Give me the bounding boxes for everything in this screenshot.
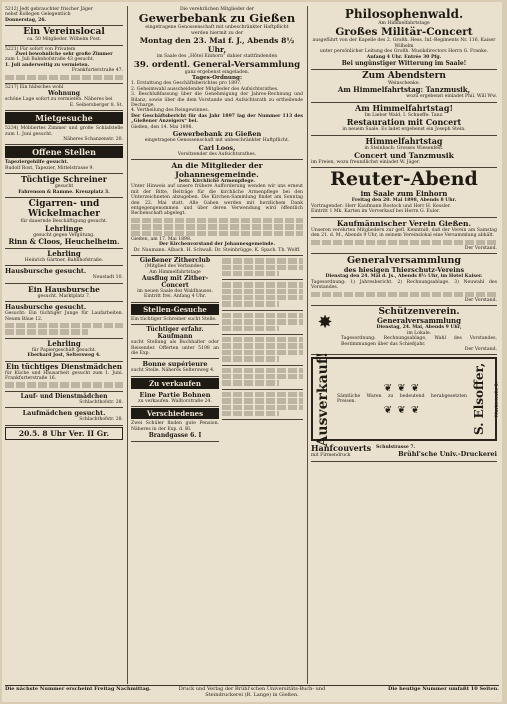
ad-text: schöne Lage sofort zu vermieten. Näheres bei — [5, 97, 113, 103]
ad-text: 5234| Möbliertes Zimmer und große Schlafstelle zum 1. Juni gesucht. — [5, 126, 123, 137]
ad-schreiner — [5, 174, 123, 198]
ad-company: Brühl'sche Univ.-Druckerei — [398, 450, 497, 459]
ad-title: Hanfcouverts — [311, 443, 372, 454]
ad-gewerbebank — [131, 6, 303, 160]
ad-title: Gießener Zitherclub — [139, 257, 211, 265]
ad-kaufmann — [131, 325, 219, 359]
ad-title: Philosophenwald. — [344, 7, 464, 21]
ad-text: Dr. Naumann. Albach. H. Schwall. Dr. Steinbrügge. K. Spach. Th. Wolff. — [133, 247, 301, 253]
ad-moebliert — [5, 125, 123, 145]
ad-address: Marktstraße 5. — [495, 381, 500, 417]
emblem-block — [311, 307, 339, 333]
ad-text: Am Himmelfahrtstage — [149, 269, 201, 275]
ad-jaeger — [5, 6, 123, 26]
ad-heading: Hausbursche gesucht. — [5, 303, 87, 312]
small-ads-block — [222, 390, 303, 421]
column-left — [5, 6, 123, 684]
ad-text: Heinrich Gärtner, Bahnhofstraße. — [24, 257, 104, 263]
ad-title: Generalversammlung — [346, 255, 462, 267]
text-filler — [222, 405, 303, 410]
ad-text: Eintritt frei. Anfang 4 Uhr. — [144, 294, 206, 300]
column-rule — [127, 6, 128, 684]
ad-text: unter persönlicher Leitung des Großh. Musikdirectors Herrn G. Franke. — [319, 49, 489, 55]
ad-text: ganz ergebenst eingeladen. — [184, 69, 250, 75]
footer-left: Die nächste Nummer erscheint Freitag Nachmittag. — [5, 686, 151, 692]
hanf-left — [311, 444, 373, 458]
frame-center — [337, 383, 467, 416]
ad-text: Zwei Schüler finden gute Pension. Näheres in der Exp. d. Bl. — [131, 421, 219, 432]
ad-heading: Bonne supérieure — [142, 360, 208, 369]
ad-text: Frankfurterstraße 47. — [71, 68, 123, 74]
ad-bonne — [131, 359, 219, 376]
ad-heading: Tapeziergehilfe gesucht. — [5, 160, 69, 166]
ad-pension — [131, 420, 219, 442]
text-filler — [222, 411, 279, 416]
ad-hausbursche-3 — [5, 302, 123, 339]
ad-date: Freitag den 20. Mai 1898, Abends 8 Uhr. — [351, 198, 457, 204]
ad-text: Sämtliche Waren zu bedeutend herabgesetzten Preisen. — [337, 393, 467, 405]
ad-address: Schulstrasse 7. — [376, 444, 416, 450]
ad-heading: Concert und Tanzmusik — [354, 151, 454, 161]
ad-heading: Lehrlinge — [45, 223, 83, 233]
ad-text: sucht Stellung als Buchhalter oder Reisender. Offerten unter 5198 an die Exp. — [131, 340, 219, 356]
ad-title: An die Mitglieder der Johannesgemeinde. — [171, 160, 263, 179]
text-filler — [222, 289, 303, 294]
agenda-item: 3. Beschlußfassung über die Genehmigung der Jahres-Rechnung und Bilanz, sowie über die dem Vorstande und Aufsichtsrath zu ertheilende Decharge. — [131, 92, 303, 109]
star-emblem-icon: ✸ — [317, 312, 333, 334]
ad-hanfcouverts — [311, 443, 497, 461]
text-filler — [222, 350, 303, 355]
ad-title: Himmelfahrtstag — [365, 135, 443, 146]
ad-text: Anfang 4 Uhr. Entrée 30 Pfg. — [366, 54, 442, 60]
ad-text: mit Firmendruck — [311, 453, 351, 459]
ad-text: Vortragender: Herr Kaufmann Rostock und Herr H. Kessler. — [311, 203, 451, 209]
ad-heading: Großes Militär-Concert — [335, 26, 473, 39]
ad-schreiner-gesuch — [131, 316, 219, 325]
ad-date: Gießen, den 14. Mai 1898. — [131, 124, 193, 130]
ad-heading: Zwei bewohnliche sehr große Zimmer — [15, 52, 113, 58]
ad-company: S. Elsoffer, — [472, 363, 486, 436]
section-stellen-gesuche: Stellen-Gesuche — [131, 304, 219, 315]
row-club-stellen — [131, 256, 303, 442]
ad-title: Kaufmännischer Verein Gießen. — [336, 218, 472, 228]
ad-text: im Saale zum Einhorn — [360, 189, 448, 199]
ad-text: Im Lieber Wald, I. Schneffe: Tanz. — [364, 112, 444, 118]
column-right — [311, 6, 500, 684]
text-filler — [222, 392, 303, 397]
ornament-icon: ❦ ❦ ❦ — [383, 382, 421, 394]
ad-tapezier — [5, 159, 123, 174]
text-filler — [222, 265, 303, 270]
ad-meeting-notice: 20.5. 8 Uhr Ver. II Gr. — [5, 427, 123, 440]
text-filler — [5, 75, 123, 80]
ad-heading: Hausbursche gesucht. — [5, 267, 87, 276]
text-filler — [222, 337, 303, 342]
ad-text: Schlachthofstr. 28. — [79, 417, 123, 423]
ad-text: ausgeführt von der Kapelle des 2. Großh. Hess. Inf.-Regiments Nr. 116, Kaiser Wilhelm — [312, 38, 496, 49]
small-ads-block — [222, 311, 303, 335]
ad-kaufmaennischer-verein — [311, 218, 497, 255]
ad-text: im Lokale. — [406, 330, 432, 336]
ad-lehrling — [5, 249, 123, 266]
ad-abendstern — [311, 70, 497, 103]
text-filler — [222, 313, 303, 318]
ad-title: Zum Abendstern — [362, 71, 446, 82]
ad-signature: Der Vorstand. — [464, 245, 497, 251]
ad-heading: Laufmädchen gesucht. — [22, 409, 106, 418]
ad-text: nebst Kollegen Gelegentlich — [5, 12, 71, 18]
ad-date: Montag den 23. Mai f. J., Abends 8½ Uhr, — [139, 36, 295, 55]
text-filler — [311, 240, 497, 245]
ad-title: Schützenverein. — [378, 307, 460, 318]
ad-zitherclub — [131, 256, 219, 303]
ad-company: Rinn & Cloos, Heuchelheim. — [8, 236, 120, 246]
ad-text: für dauernde Beschäftigung gesucht. — [20, 219, 108, 225]
ad-text: 1. Juli anderweitig zu vermieten. — [5, 62, 90, 68]
ad-dienstmaedchen — [5, 362, 123, 392]
ad-heading: Generalversammlung — [376, 316, 462, 326]
ad-hausbursche-2 — [5, 284, 123, 302]
agenda-item: 2. Geheimwahl ausscheidender Mitglieder des Aufsichtsrathes. — [131, 86, 279, 92]
newspaper-page — [2, 2, 502, 702]
ad-heading: Restauration mit Concert — [346, 117, 462, 128]
text-filler — [222, 368, 303, 373]
section-mietgesuche: Mietgesuche — [5, 112, 123, 124]
ad-text: Tagesordnung: Rechnungsablage, Wahl des Vorstandes, Bestimmungen über das Schießjahr. — [341, 336, 497, 347]
text-filler — [222, 374, 303, 379]
agenda-item: 1. Erstattung des Geschäftsberichtes pro 1897. — [131, 81, 242, 87]
ad-signature: Carl Loos, — [198, 143, 236, 152]
small-ads-block — [222, 335, 303, 366]
text-filler — [222, 356, 279, 361]
ad-lehrling-2 — [5, 339, 123, 362]
ad-heading: Ein Hausbursche — [28, 284, 100, 294]
ad-heading: Ein Vereinslocal — [23, 27, 105, 38]
ad-text: Weinschenke. — [387, 81, 421, 87]
column-rule — [307, 6, 308, 684]
ad-text: Der Geschäftsbericht für das Jahr 1897 lag der Nummer 113 des „Gießener Anzeigers“ bei. — [131, 113, 303, 125]
ad-heading: Ein tüchtiges Dienstmädchen — [6, 361, 122, 371]
text-filler — [311, 292, 497, 297]
ornament-icon: ❦ ❦ ❦ — [383, 404, 421, 416]
ad-heading: Eine Partie Bohnen — [139, 390, 211, 399]
ad-title: Reuter-Abend — [330, 168, 478, 191]
ad-heading: Lehrling — [47, 338, 81, 348]
ad-vereinslocal — [5, 26, 123, 45]
ad-text: im Freien, wozu freundlichst einladet W. Jäger. — [311, 160, 421, 166]
ad-cigarren — [5, 198, 123, 249]
section-zu-verkaufen: Zu verkaufen — [131, 378, 219, 389]
ad-text: eingetragene Genossenschaft mit unbeschränkter Haftpflicht. — [144, 138, 290, 144]
ad-bohnen — [131, 390, 219, 407]
ad-heading: Ausflug mit Zither-Concert — [141, 274, 209, 289]
ad-title: Gewerbebank zu Gießen — [138, 11, 296, 26]
ad-text: Tagesordnung: 1) Jahresbericht. 2) Rechnungsablage. 3) Neuwahl des Vorstandes. — [311, 279, 497, 291]
ad-heading: Lehrling — [47, 248, 81, 258]
ad-date: Gießen, am 17. Mai 1898. — [131, 236, 192, 242]
ad-heading: Ausverkauf! — [315, 352, 331, 447]
ad-text: im neuen Saale des Waldhauses. — [137, 288, 213, 294]
ad-text: ca. 50 Mitglieder. Wilhelm Post. — [26, 37, 102, 43]
ad-text: E. Seibersberger 8. St. — [69, 102, 123, 108]
ad-text: Bei ungünstiger Witterung im Saale! — [341, 60, 467, 68]
ad-signature: Gewerbebank zu Gießen — [172, 130, 262, 139]
ad-text: für Küche und Hausarbeit gesucht zum 1. Juni. Frankfurterstraße 16. — [5, 370, 123, 381]
ad-text: gesucht. Marktplatz 7. — [37, 293, 91, 299]
frame-right — [469, 361, 500, 437]
ad-text: betr. Kirchliche Armenpflege. — [178, 178, 256, 184]
ad-text: für Papiergeschäft gesucht. — [31, 347, 97, 353]
ad-heading: des hiesigen Thierschutz-Vereins — [343, 266, 465, 275]
text-filler — [222, 380, 279, 385]
ad-text: wozu ergebenst einladet Phil. Will Ww. — [406, 94, 497, 100]
ad-signature: Der Vorstand. — [464, 297, 497, 303]
ad-text: Eintritt 1 Mk. Karten im Vorverkauf bei Herrn G. Euler. — [311, 209, 441, 215]
ad-philosophenwald — [311, 6, 497, 70]
ad-text: Schlachthofstr. 28. — [79, 399, 123, 405]
ad-text: 5217| Ein hübsches wohl — [5, 85, 64, 91]
text-filler — [5, 323, 123, 328]
text-filler — [131, 224, 303, 229]
ad-title: Am Himmelfahrtstag! — [355, 102, 453, 113]
ad-heading: 39. ordentl. General-Versammlung — [133, 59, 301, 70]
sub-column-right — [222, 256, 303, 442]
text-filler — [222, 319, 303, 324]
hanf-right — [376, 445, 497, 458]
agenda-title: Tages-Ordnung: — [191, 75, 243, 82]
ad-laufmaedchen — [5, 408, 123, 425]
ad-text: zu verkaufen. Walltorstraße 24. — [138, 398, 212, 404]
ad-text: Unter Hinweis auf unsere frühere Aufforderung wenden wir uns erneut mit der Bitte, Beiträge für die kirchliche Armenpflege bei den Unterzeichneten abzugeben. Die Kirchen-Sammlung findet am Sonntag den 22. Mai statt. Alle Gaben werden mit herzlichem Dank entgegengenommen und über deren Verwendung wird öffentlich Rechenschaft abgelegt. — [131, 184, 303, 217]
ad-address: Brandgasse 6. I — [148, 432, 202, 440]
footer-imprint: Druck und Verlag der Brühl'schen Universitäts-Buch- und Steindruckerei (R. Lange) in Gießen. — [178, 686, 326, 698]
ad-wohnung — [5, 84, 123, 111]
text-filler — [222, 282, 303, 287]
small-ads-block — [222, 256, 303, 280]
ad-reuter-abend — [311, 168, 497, 217]
ad-text: sucht Stelle. Näheres Seltersweg 4. — [131, 368, 215, 374]
small-ads-block — [222, 280, 303, 311]
ad-text: Die verehrlichen Mitglieder der — [179, 7, 255, 12]
ad-text: Ein tüchtiger Schreiner sucht Stelle. — [131, 316, 217, 322]
ad-date: Dienstag, 24. Mai, Abends 9 Uhr, — [376, 325, 462, 331]
text-filler — [131, 218, 303, 223]
text-filler — [5, 382, 123, 387]
ad-text: Gesucht: Ein tüchtiger Junge für Laufarbeiten. Neuen Bäue 12. — [5, 311, 123, 322]
section-verschiedenes: Verschiedenes — [131, 408, 219, 419]
ad-text: werden hiermit zu der — [190, 30, 244, 36]
text-filler — [222, 258, 303, 263]
ad-lauf-dienstmaedchen — [5, 392, 123, 408]
ad-text: Am Himmelfahrtstage — [378, 21, 430, 26]
ad-text: gesucht gegen Vergütung. — [33, 232, 95, 238]
ad-text: gesucht — [54, 184, 74, 190]
page-footer — [5, 685, 499, 700]
text-filler — [222, 326, 279, 331]
ad-text: Vorsitzender des Aufsichtsrathes. — [177, 151, 257, 157]
footer-right: Die heutige Nummer umfaßt 10 Seiten. — [388, 686, 500, 692]
ad-text: (Mitglied des Verbandes). — [144, 264, 205, 270]
ad-schuetzenverein — [311, 306, 497, 355]
column-middle — [131, 6, 303, 684]
schuetzen-text — [341, 307, 497, 352]
ad-text: Unseren verehrten Mitgliedern zur gefl. Kenntniß, daß der Verein am Samstag den 21. d. M., Abends 9 Uhr, in seinem Vereinslokal eine Versammlung abhält. — [311, 227, 497, 239]
ad-himmelfahrt-2 — [311, 136, 497, 169]
text-filler — [131, 231, 303, 236]
ad-text: im Saale des „Hôtel Einhorn“ dahier stattfindenden — [156, 54, 278, 60]
ad-heading: Tüchtige Schreiner — [21, 174, 107, 185]
ad-text: 5221| Für sofort von Privatem — [5, 46, 76, 52]
small-ads-block — [222, 366, 303, 390]
ad-heading: Am Himmelfahrtstag: Tanzmusik, — [337, 85, 471, 95]
ad-text: Eberhard Jost, Seltersweg 4. — [27, 353, 101, 359]
ad-signature: Der Kirchenvorstand der Johannesgemeinde. — [158, 242, 276, 248]
agenda-item: 4. Vertheilung des Reingewinnes. — [131, 108, 210, 114]
text-filler — [222, 398, 303, 403]
ad-text: Rudolf Rost, Tapezier, Mittelstrasse 9. — [5, 165, 94, 171]
ad-text: zum 1. Juli Bahnhofstraße 43 gesucht. — [5, 57, 95, 63]
ad-heading: Tüchtiger erfahr. Kaufmann — [146, 326, 204, 341]
ad-thierschutz — [311, 254, 497, 306]
ad-text: in Steinbach: Grosses Wiesenfest. — [364, 145, 444, 151]
ad-signature: Der Vorstand. — [464, 346, 497, 352]
text-filler — [222, 301, 279, 306]
ad-heading: Wohnung — [48, 90, 80, 98]
text-filler — [222, 271, 279, 276]
text-filler — [222, 295, 303, 300]
ad-text: Donnerstag, 26. — [5, 17, 47, 23]
sub-column-left — [131, 256, 219, 442]
ad-heading: Lauf- und Dienstmädchen — [20, 392, 108, 400]
ad-heading: Cigarren- und Wickelmacher — [27, 199, 101, 220]
ad-text: Fahrenson & Ramme. Kreuzplatz 3. — [18, 189, 110, 195]
ad-text: Näheres Schanzenstr. 20. — [63, 137, 123, 143]
ad-text: 5212| Jedt gebrauchter frischer Jäger — [5, 7, 93, 12]
ad-zimmer — [5, 46, 123, 84]
ad-hausbursche-1 — [5, 266, 123, 283]
ad-date: Dienstag den 24. Mai d. Js., Abends 8½ Uhr, im Hotel Kaiser. — [325, 274, 483, 280]
ad-himmelfahrt-1 — [311, 103, 497, 136]
text-filler — [222, 343, 303, 348]
ad-text: in neuem Saale. Es ladet ergebenst ein Joseph Stein. — [342, 127, 466, 133]
section-offene-stellen: Offene Stellen — [5, 146, 123, 158]
text-filler — [5, 329, 88, 334]
notice-johannesgemeinde — [131, 160, 303, 256]
ad-text: eingetragene Genossenschaft mit unbeschränkter Haftpflicht — [145, 25, 289, 31]
ad-text: Neustadt 10. — [92, 275, 123, 281]
